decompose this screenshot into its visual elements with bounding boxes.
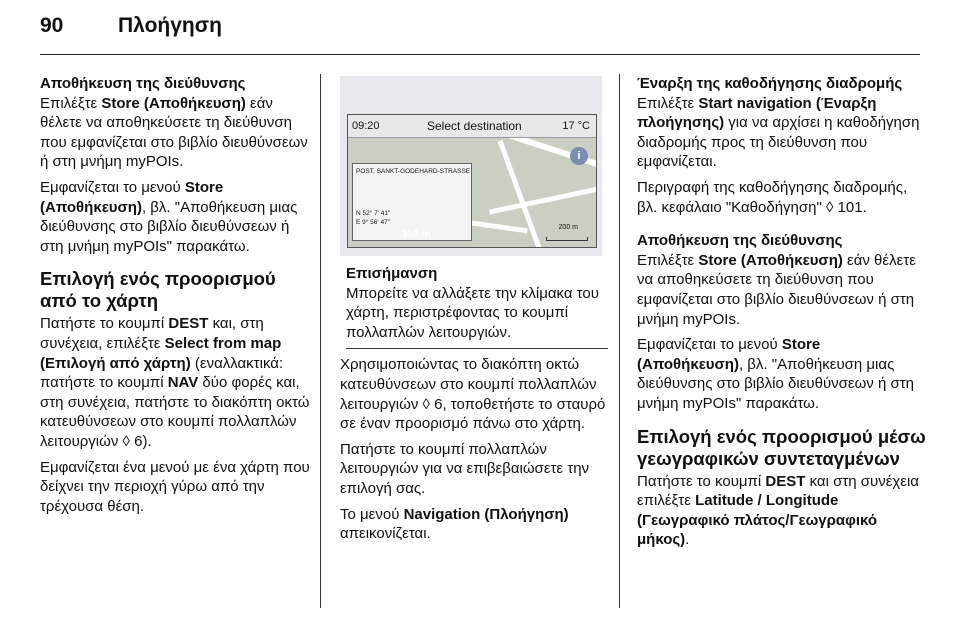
paragraph: Περιγραφή της καθοδήγησης διαδρομής, βλ. κεφάλαιο "Καθοδήγηση" ◊ 101.	[637, 178, 908, 216]
screen-title-bar: 09:20 Select destination 17 °C	[348, 115, 596, 138]
paragraph: Το μενού Navigation (Πλοήγηση) απεικονίζεται.	[340, 505, 569, 543]
map-scale-label: 200 m	[558, 224, 578, 232]
info-icon: i	[570, 147, 588, 165]
paragraph: Εμφανίζεται το μενού Store (Αποθήκευση), βλ. "Αποθήκευση μιας διεύθυνσης στο βιβλίο διευθύνσεων ή στη μνήμη myPOIs" παρακάτω.	[40, 178, 298, 255]
note-body: Μπορείτε να αλλάξετε την κλίμακα του χάρτη, περιστρέφοντας το κουμπί πολλαπλών λειτουργιών.	[346, 284, 599, 341]
column-divider-1	[320, 74, 321, 608]
paragraph: Χρησιμοποιώντας το διακόπτη οκτώ κατευθύνσεων στο κουμπί πολλαπλών λειτουργιών ◊ 6, τοποθετήστε το σταυρό σε έναν προορισμό πάνω στο χάρτη.	[340, 356, 606, 433]
paragraph: Εμφανίζεται το μενού Store (Αποθήκευση), βλ. "Αποθήκευση μιας διεύθυνσης στο βιβλίο διευθύνσεων ή στη μνήμη myPOIs" παρακάτω.	[637, 336, 915, 412]
column-left	[40, 74, 315, 522]
note-title: Επισήμανση	[346, 265, 438, 282]
page-number: 90	[40, 14, 64, 37]
heading-store-address: Αποθήκευση της διεύθυνσης	[40, 75, 246, 92]
heading-store-address: Αποθήκευση της διεύθυνσης	[637, 232, 843, 250]
paragraph: Επιλέξτε Store (Αποθήκευση) εάν θέλετε να αποθηκεύσετε τη διεύθυνση που εμφανίζεται στο βιβλίο διευθύνσεων ή στη μνήμη myPOIs.	[637, 251, 916, 328]
heading-select-from-map: Επιλογή ενός προορισμού από το χάρτη	[40, 268, 276, 312]
map-scale-bar	[546, 237, 588, 241]
heading-geo-coordinates: Επιλογή ενός προορισμού μέσω γεωγραφικών συντεταγμένων	[637, 425, 926, 469]
location-info-box: POST, SANKT-GODEHARD-STRASSE N 52° 7' 41" E 9° 56' 47"	[352, 163, 472, 241]
distance-label: 350 m	[402, 229, 431, 241]
nav-screen	[347, 114, 597, 248]
paragraph: Πατήστε το κουμπί πολλαπλών λειτουργιών για να επιβεβαιώσετε την επιλογή σας.	[340, 440, 590, 497]
paragraph: Επιλέξτε Store (Αποθήκευση) εάν θέλετε να αποθηκεύσετε τη διεύθυνση που εμφανίζεται στο βιβλίο διευθύνσεων ή στη μνήμη myPOIs.	[40, 94, 308, 171]
column-divider-2	[619, 74, 620, 608]
page-title: Πλοήγηση	[118, 14, 222, 37]
heading-start-navigation: Έναρξη της καθοδήγησης διαδρομής	[637, 75, 903, 92]
paragraph: Επιλέξτε Start navigation (Έναρξη πλοήγησης) για να αρχίσει η καθοδήγηση διαδρομής προς τη διεύθυνση που εμφανίζεται.	[637, 94, 920, 171]
paragraph: Πατήστε το κουμπί DEST και στη συνέχεια επιλέξτε Latitude / Longitude (Γεωγραφικό πλάτος/Γεωγραφικό μήκος).	[637, 472, 919, 549]
note-box	[346, 264, 608, 349]
column-right	[637, 74, 927, 556]
map-screenshot-figure	[340, 76, 602, 256]
column-middle	[340, 76, 608, 550]
header-rule	[40, 54, 920, 55]
paragraph: Πατήστε το κουμπί DEST και, στη συνέχεια, επιλέξτε Select from map (Επιλογή από χάρτη) (εναλλακτικά: πατήστε το κουμπί NAV δύο φορές και, στη συνέχεια, πατήστε το διακόπτη οκτώ κατευθύνσεων στο κουμπί πολλαπλών λειτουργιών ◊ 6).	[40, 315, 310, 450]
paragraph: Εμφανίζεται ένα μενού με ένα χάρτη που δείχνει την περιοχή γύρω από την τρέχουσα θέση.	[40, 458, 310, 515]
